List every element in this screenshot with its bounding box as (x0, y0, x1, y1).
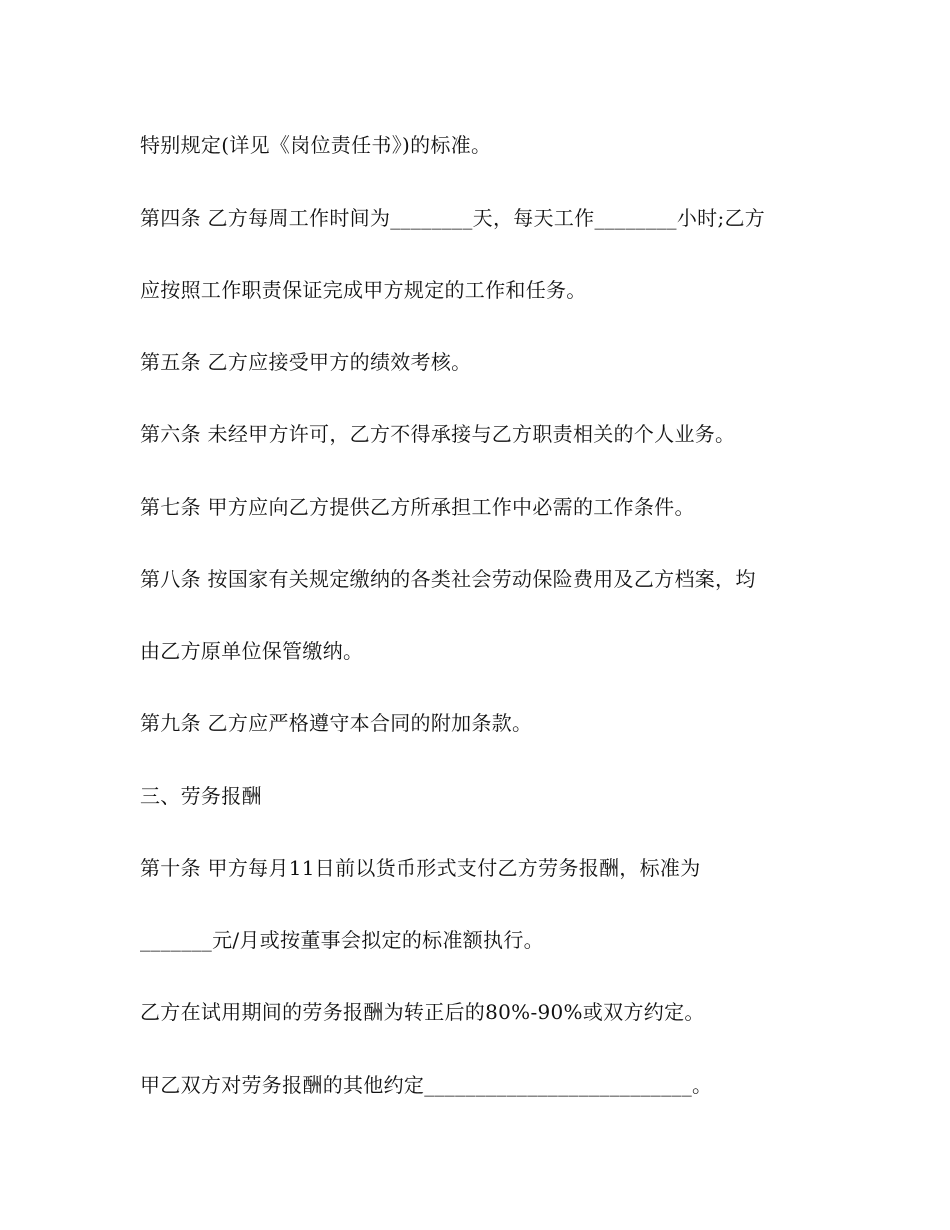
text-line-5: 第六条 未经甲方许可，乙方不得承接与乙方职责相关的个人业务。 (140, 422, 736, 446)
text-line-6: 第七条 甲方应向乙方提供乙方所承担工作中必需的工作条件。 (140, 495, 695, 519)
text-line-12: _______元/月或按董事会拟定的标准额执行。 (140, 928, 544, 952)
text-line-1: 特别规定(详见《岗位责任书》)的标准。 (140, 133, 492, 157)
text-line-7: 第八条 按国家有关规定缴纳的各类社会劳动保险费用及乙方档案，均 (140, 567, 756, 591)
text-line-14: 甲乙双方对劳务报酬的其他约定__________________________。 (140, 1073, 713, 1097)
text-line-4: 第五条 乙方应接受甲方的绩效考核。 (140, 350, 472, 374)
text-line-11: 第十条 甲方每月11日前以货币形式支付乙方劳务报酬，标准为 (140, 856, 701, 880)
text-line-9: 第九条 乙方应严格遵守本合同的附加条款。 (140, 711, 533, 735)
section-heading: 三、劳务报酬 (140, 784, 262, 808)
text-line-8: 由乙方原单位保管缴纳。 (140, 639, 364, 663)
text-line-3: 应按照工作职责保证完成甲方规定的工作和任务。 (140, 278, 587, 302)
text-line-13: 乙方在试用期间的劳务报酬为转正后的80%-90%或双方约定。 (140, 1000, 705, 1024)
text-line-2: 第四条 乙方每周工作时间为________天，每天工作________小时;乙方 (140, 206, 766, 230)
